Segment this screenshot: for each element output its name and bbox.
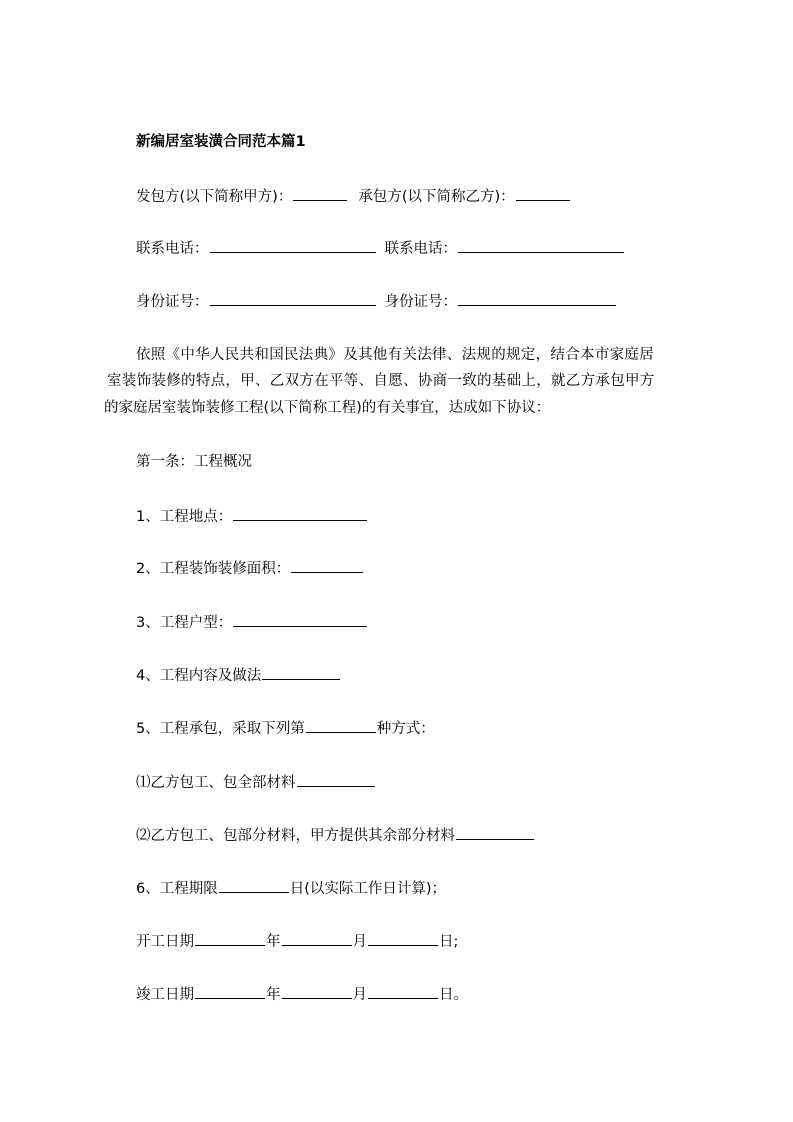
item-1-blank	[233, 507, 367, 521]
item-1-label: 1、工程地点：	[136, 509, 233, 525]
item-5-suffix: 种方式：	[376, 721, 435, 737]
item-4-blank	[262, 666, 340, 680]
id-b-label: 身份证号：	[384, 294, 457, 310]
end-date-label: 竣工日期	[136, 987, 194, 1003]
preamble-line-1: 依照《中华人民共和国民法典》及其他有关法律、法规的规定，结合本市家庭居	[136, 347, 654, 363]
item-4-label: 4、工程内容及做法	[136, 668, 262, 684]
phone-line	[136, 239, 625, 258]
start-date-line	[136, 932, 458, 951]
article-1-heading: 第一条：工程概况	[136, 454, 252, 470]
start-day-unit: 日;	[439, 934, 459, 950]
start-month-unit: 月	[352, 934, 367, 950]
option-2-blank	[456, 826, 534, 840]
item-5	[136, 719, 435, 738]
end-month-unit: 月	[352, 987, 367, 1003]
party-a-label: 发包方(以下简称甲方)：	[136, 189, 293, 205]
document-title: 新编居室装潢合同范本篇1	[136, 134, 306, 150]
id-a-blank	[210, 292, 376, 306]
item-5-blank	[306, 719, 376, 733]
item-2-blank	[291, 559, 363, 573]
parties-line	[136, 187, 571, 206]
party-a-blank	[293, 187, 347, 201]
end-month-blank	[282, 985, 352, 999]
item-1	[136, 507, 368, 526]
start-day-blank	[368, 932, 438, 946]
phone-b-label: 联系电话：	[384, 241, 457, 257]
item-3-label: 3、工程户型：	[136, 615, 233, 631]
party-b-label: 承包方(以下简称乙方)：	[358, 189, 515, 205]
item-4	[136, 666, 341, 685]
option-2	[136, 826, 535, 845]
item-6	[136, 879, 446, 898]
item-6-label: 6、工程期限	[136, 881, 218, 897]
end-day-blank	[368, 985, 438, 999]
id-a-label: 身份证号：	[136, 294, 209, 310]
item-3	[136, 613, 368, 632]
phone-a-blank	[210, 239, 376, 253]
item-2	[136, 559, 364, 578]
start-year-blank	[195, 932, 265, 946]
end-date-line	[136, 985, 468, 1004]
end-day-unit: 日。	[439, 987, 468, 1003]
start-date-label: 开工日期	[136, 934, 194, 950]
id-b-blank	[458, 292, 616, 306]
item-6-blank	[219, 879, 289, 893]
phone-b-blank	[458, 239, 624, 253]
item-2-label: 2、工程装饰装修面积：	[136, 561, 291, 577]
end-year-unit: 年	[266, 987, 281, 1003]
item-6-suffix: 日(以实际工作日计算)；	[289, 881, 447, 897]
preamble-line-2: 室装饰装修的特点，甲、乙双方在平等、自愿、协商一致的基础上，就乙方承包甲方	[107, 373, 655, 389]
option-2-label: ⑵乙方包工、包部分材料，甲方提供其余部分材料	[136, 828, 455, 844]
party-b-blank	[516, 187, 570, 201]
item-3-blank	[233, 613, 367, 627]
start-month-blank	[282, 932, 352, 946]
end-year-blank	[195, 985, 265, 999]
option-1-blank	[297, 773, 375, 787]
preamble-line-3: 的家庭居室装饰装修工程(以下简称工程)的有关事宜，达成如下协议：	[104, 400, 551, 416]
start-year-unit: 年	[266, 934, 281, 950]
option-1	[136, 773, 376, 792]
option-1-label: ⑴乙方包工、包全部材料	[136, 775, 296, 791]
id-card-line	[136, 292, 617, 311]
item-5-label: 5、工程承包，采取下列第	[136, 721, 305, 737]
phone-a-label: 联系电话：	[136, 241, 209, 257]
